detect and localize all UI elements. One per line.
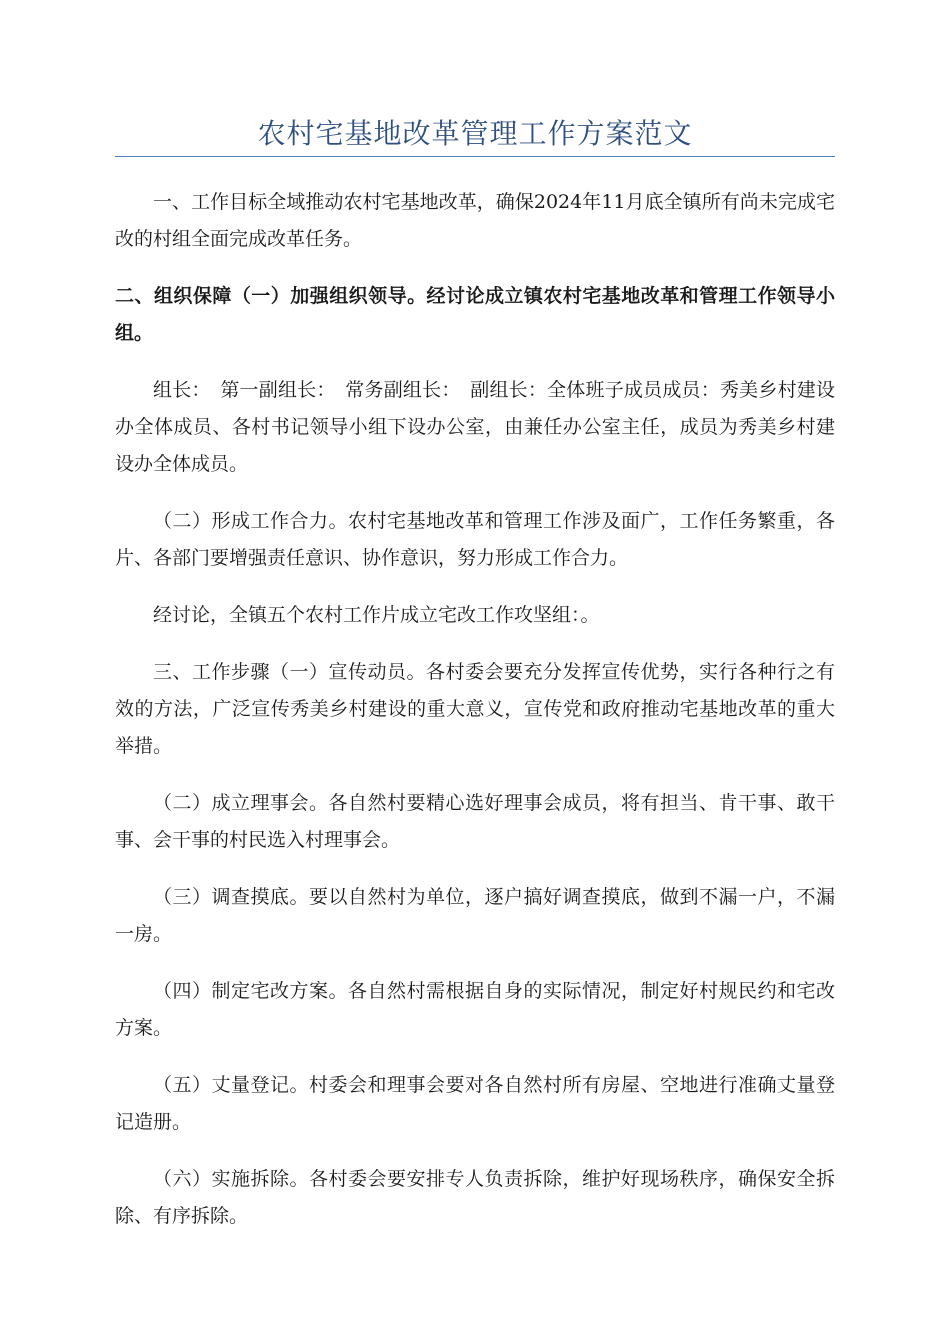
document-title: 农村宅基地改革管理工作方案范文 [257, 117, 693, 150]
paragraph-survey: （三）调查摸底。要以自然村为单位，逐户搞好调查摸底，做到不漏一户，不漏一房。 [115, 886, 835, 945]
paragraph-leadership-group: 组长： 第一副组长： 常务副组长： 副组长：全体班子成员成员：秀美乡村建设办全体成员、各村书记领导小组下设办公室，由兼任办公室主任，成员为秀美乡村建设办全体成员。 [115, 379, 835, 475]
paragraph-joint-effort: （二）形成工作合力。农村宅基地改革和管理工作涉及面广，工作任务繁重，各片、各部门要增强责任意识、协作意识，努力形成工作合力。 [115, 510, 835, 569]
heading-organization-guarantee: 二、组织保障（一）加强组织领导。经讨论成立镇农村宅基地改革和管理工作领导小组。 [115, 285, 835, 344]
paragraph-reform-plan: （四）制定宅改方案。各自然村需根据自身的实际情况，制定好村规民约和宅改方案。 [115, 980, 835, 1039]
paragraph-work-goal: 一、工作目标全域推动农村宅基地改革，确保2024年11月底全镇所有尚未完成宅改的村组全面完成改革任务。 [115, 191, 835, 250]
paragraph-council: （二）成立理事会。各自然村要精心选好理事会成员，将有担当、肯干事、敢干事、会干事的村民选入村理事会。 [115, 792, 835, 851]
document-page [115, 0, 835, 1255]
paragraph-measurement: （五）丈量登记。村委会和理事会要对各自然村所有房屋、空地进行准确丈量登记造册。 [115, 1074, 835, 1133]
paragraph-publicity: 三、工作步骤（一）宣传动员。各村委会要充分发挥宣传优势，实行各种行之有效的方法，广泛宣传秀美乡村建设的重大意义，宣传党和政府推动宅基地改革的重大举措。 [115, 661, 835, 757]
paragraph-task-force: 经讨论，全镇五个农村工作片成立宅改工作攻坚组：。 [153, 604, 600, 626]
paragraph-demolition: （六）实施拆除。各村委会要安排专人负责拆除，维护好现场秩序，确保安全拆除、有序拆除。 [115, 1168, 835, 1227]
document-body [115, 184, 835, 1235]
title-underline [115, 156, 835, 157]
